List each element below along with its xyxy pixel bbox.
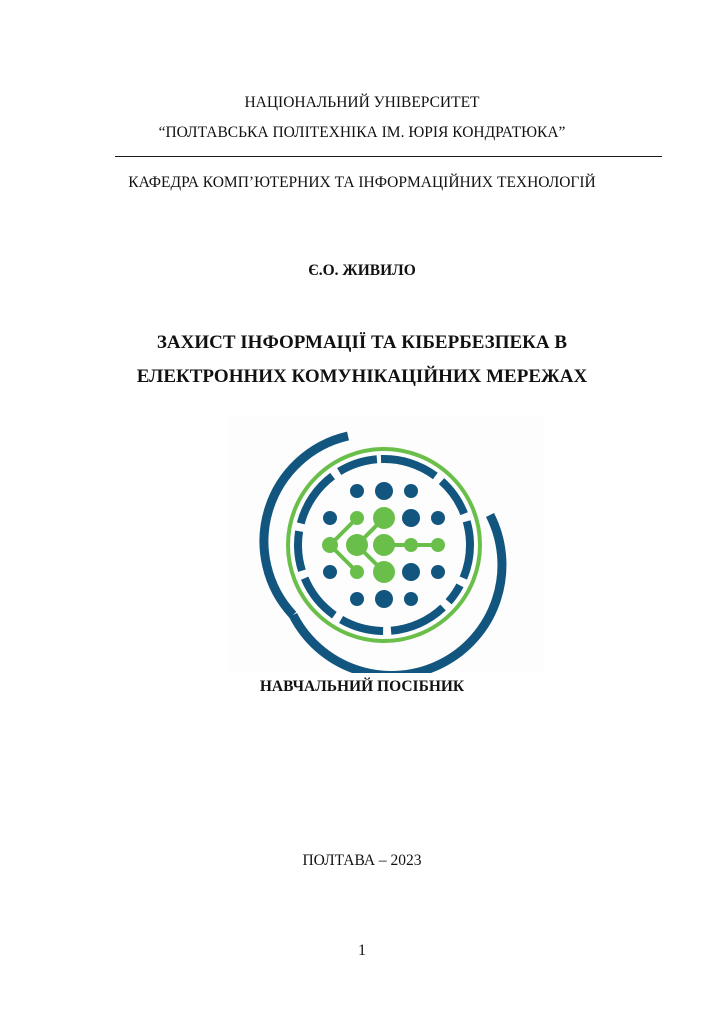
university-name-line-2: “ПОЛТАВСЬКА ПОЛІТЕХНІКА ІМ. ЮРІЯ КОНДРАТЮКА” [158,124,566,141]
cyber-network-logo-icon [228,415,544,673]
university-name-line-1: НАЦІОНАЛЬНИЙ УНІВЕРСИТЕТ [244,94,480,111]
header-divider [115,156,662,157]
author-name: Є.О. ЖИВИЛО [308,262,416,279]
book-title-line-2: ЕЛЕКТРОННИХ КОМУНІКАЦІЙНИХ МЕРЕЖАХ [136,366,588,387]
city-year: ПОЛТАВА – 2023 [302,852,422,869]
department-name: КАФЕДРА КОМП’ЮТЕРНИХ ТА ІНФОРМАЦІЙНИХ ТЕХНОЛОГІЙ [128,174,596,191]
page-number: 1 [358,942,366,959]
book-title-line-1: ЗАХИСТ ІНФОРМАЦІЇ ТА КІБЕРБЕЗПЕКА В [156,332,568,353]
publication-type: НАВЧАЛЬНИЙ ПОСІБНИК [259,678,465,695]
